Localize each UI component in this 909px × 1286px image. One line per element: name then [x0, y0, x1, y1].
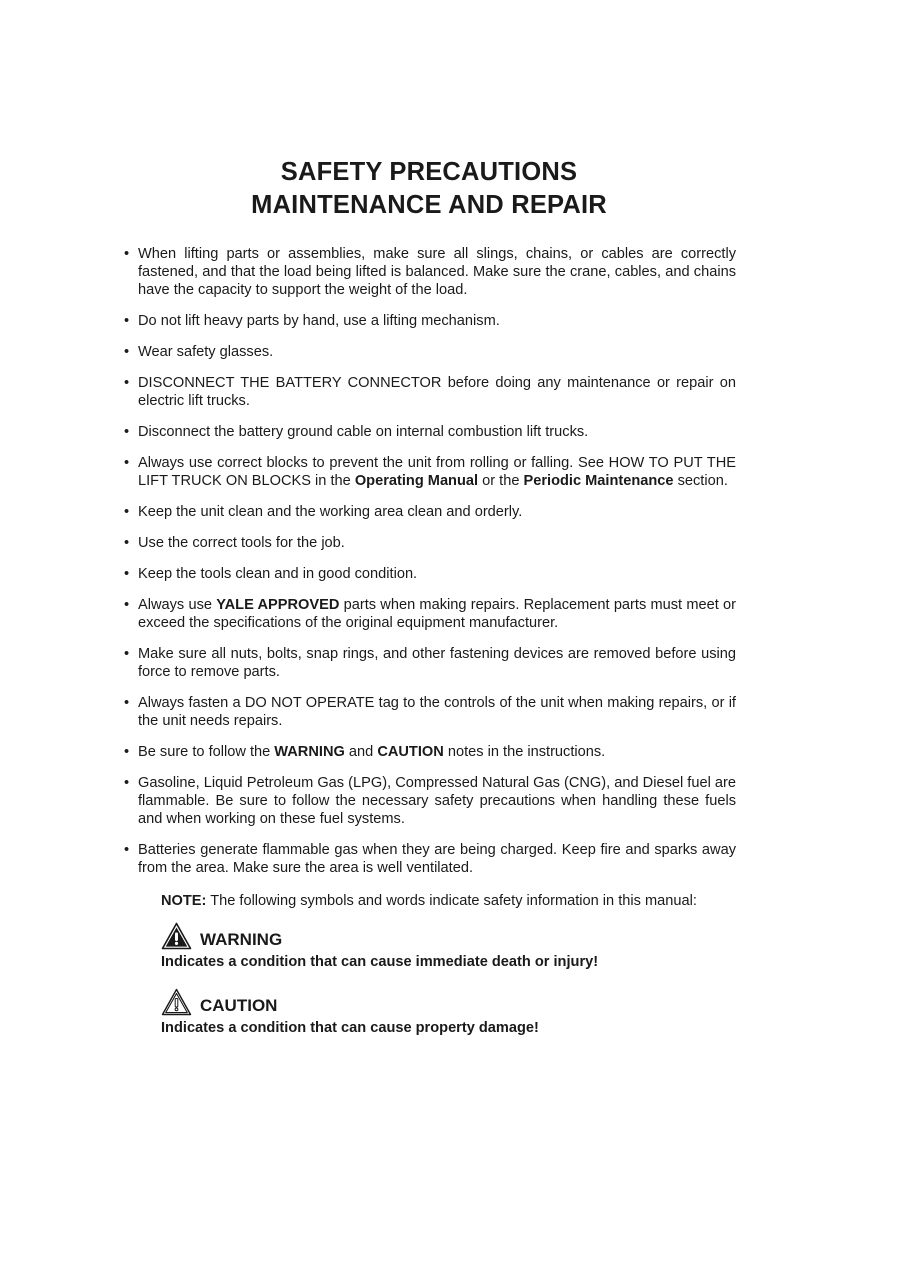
bullet-marker: •	[124, 375, 130, 391]
list-item	[124, 245, 736, 299]
list-item	[124, 565, 736, 583]
list-item-text: Keep the tools clean and in good condition.	[138, 566, 418, 582]
list-item	[124, 645, 736, 681]
yale-approved-emphasis: YALE APPROVED	[216, 597, 340, 613]
note-label: NOTE:	[161, 893, 207, 909]
warning-description: Indicates a condition that can cause immediate death or injury!	[161, 954, 599, 970]
list-item-text: section.	[673, 473, 728, 489]
periodic-maintenance-reference: Periodic Maintenance	[523, 473, 674, 489]
list-item-text: Always fasten a DO NOT OPERATE tag to the controls of the unit when making repairs, or if the unit needs repairs.	[138, 695, 736, 729]
note-text: The following symbols and words indicate safety information in this manual:	[206, 893, 697, 909]
list-item-text: Batteries generate flammable gas when they are being charged. Keep fire and sparks away from the area. Make sure the area is well ventilated.	[138, 842, 736, 876]
list-item-text: Gasoline, Liquid Petroleum Gas (LPG), Compressed Natural Gas (CNG), and Diesel fuel are flammable. Be sure to follow the necessary safety precautions when handling these fuels and when working on these fuel systems.	[138, 775, 736, 827]
bullet-marker: •	[124, 744, 130, 760]
bullet-marker: •	[124, 535, 130, 551]
bullet-marker: •	[124, 424, 130, 440]
list-item	[124, 841, 736, 877]
list-item	[124, 774, 736, 828]
list-item-text: parts when making repairs. Replacement parts must meet or exceed the specifications of the original equipment manufacturer.	[138, 597, 736, 631]
list-item-text: Wear safety glasses.	[138, 344, 274, 360]
bullet-marker: •	[124, 566, 130, 582]
title-line-1: SAFETY PRECAUTIONS	[280, 158, 578, 186]
list-item	[124, 423, 736, 441]
list-item-text: Use the correct tools for the job.	[138, 535, 345, 551]
bullet-marker: •	[124, 246, 130, 262]
list-item	[124, 312, 736, 330]
list-item-text: Disconnect the battery ground cable on internal combustion lift trucks.	[138, 424, 589, 440]
title-line-2: MAINTENANCE AND REPAIR	[251, 191, 607, 219]
list-item	[124, 596, 736, 632]
bullet-marker: •	[124, 842, 130, 858]
bullet-marker: •	[124, 455, 130, 471]
caution-description: Indicates a condition that can cause property damage!	[161, 1020, 539, 1036]
caution-triangle-outline-icon	[161, 988, 200, 1016]
page-title	[0, 156, 858, 222]
list-item-text: Keep the unit clean and the working area clean and orderly.	[138, 504, 523, 520]
list-item-text: notes in the instructions.	[443, 744, 606, 760]
note-paragraph	[161, 892, 736, 910]
safety-precautions-list	[124, 245, 736, 890]
bullet-marker: •	[124, 504, 130, 520]
caution-block	[161, 986, 721, 1037]
operating-manual-reference: Operating Manual	[354, 473, 479, 489]
list-item	[124, 454, 736, 490]
list-item	[124, 343, 736, 361]
list-item	[124, 503, 736, 521]
list-item-text: DISCONNECT THE BATTERY CONNECTOR before doing any maintenance or repair on electric lift trucks.	[138, 375, 736, 409]
list-item-text: or the	[478, 473, 524, 489]
list-item	[124, 374, 736, 410]
list-item-text: and	[344, 744, 378, 760]
bullet-marker: •	[124, 344, 130, 360]
list-item-text: Make sure all nuts, bolts, snap rings, and other fastening devices are removed before using force to remove parts.	[138, 646, 736, 680]
caution-signal-word: CAUTION	[200, 996, 278, 1015]
bullet-marker: •	[124, 775, 130, 791]
bullet-marker: •	[124, 646, 130, 662]
list-item-text: Be sure to follow the	[138, 744, 275, 760]
list-item	[124, 743, 736, 761]
bullet-marker: •	[124, 313, 130, 329]
warning-block	[161, 920, 721, 971]
warning-emphasis: WARNING	[274, 744, 345, 760]
list-item-text: Do not lift heavy parts by hand, use a lifting mechanism.	[138, 313, 500, 329]
warning-triangle-filled-icon	[161, 922, 200, 950]
list-item-text: Always use correct blocks to prevent the unit from rolling or falling. See HOW TO PUT THE LIFT TRUCK ON BLOCKS in the	[138, 455, 736, 489]
warning-signal-word: WARNING	[200, 930, 283, 949]
caution-emphasis: CAUTION	[377, 744, 444, 760]
list-item	[124, 694, 736, 730]
list-item-text: Always use	[138, 597, 217, 613]
list-item	[124, 534, 736, 552]
bullet-marker: •	[124, 597, 130, 613]
bullet-marker: •	[124, 695, 130, 711]
list-item-text: When lifting parts or assemblies, make sure all slings, chains, or cables are correctly fastened, and that the load being lifted is balanced. Make sure the crane, cables, and chains have the capacity to support the weight of the load.	[138, 246, 736, 298]
